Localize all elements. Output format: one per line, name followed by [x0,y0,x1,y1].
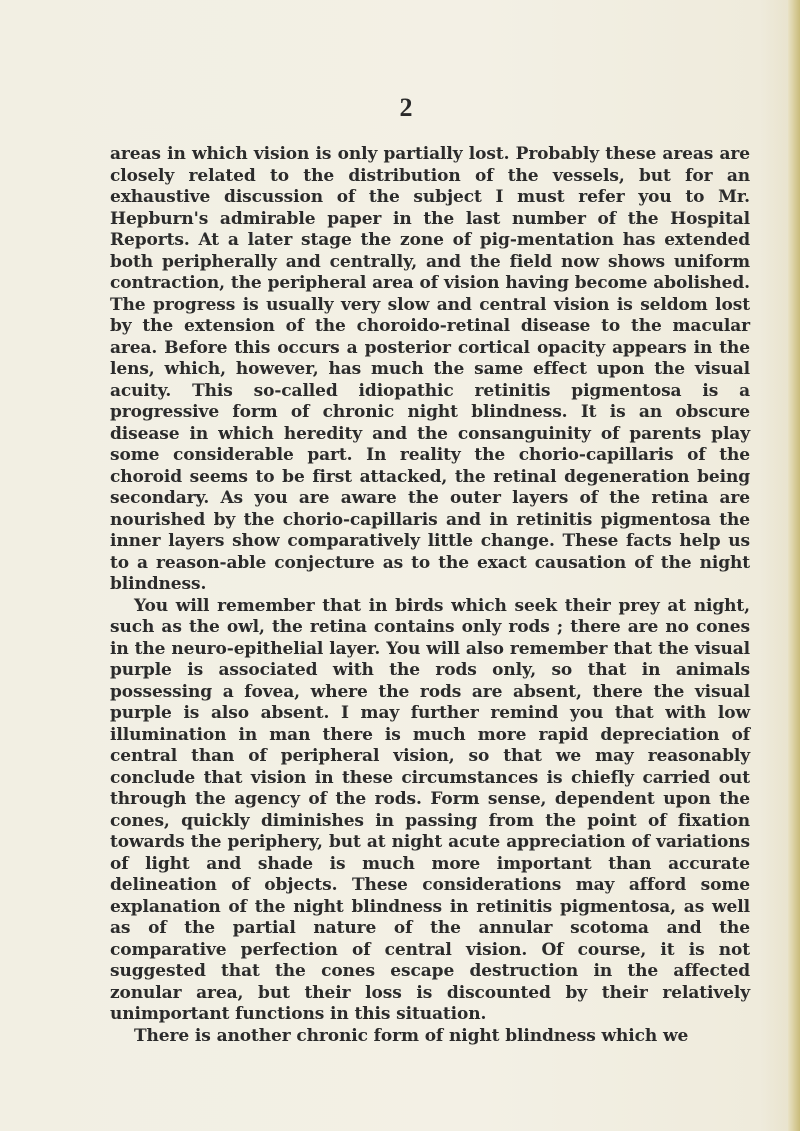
page-number: 2 [399,93,413,122]
body-text [110,144,750,1047]
page-edge [788,0,800,1131]
paragraph: You will remember that in birds which seek their prey at night, such as the owl, the retina contains only rods ; there are no cones in the neuro-epithelial layer. You will also remember that the visual purple is associated with the rods only, so that in animals possessing a fovea, where the rods are absent, there the visual purple is also absent. I may further remind you that with low illumination in man there is much more rapid depreciation of central than of peripheral vision, so that we may reasonably conclude that vision in these circumstances is chiefly carried out through the agency of the rods. Form sense, dependent upon the cones, quickly diminishes in passing from the point of fixation towards the periphery, but at night acute appreciation of variations of light and shade is much more important than accurate delineation of objects. These considerations may afford some explanation of the night blindness in retinitis pigmentosa, as well as of the partial nature of the annular scotoma and the comparative perfection of central vision. Of course, it is not suggested that the cones escape destruction in the affected zonular area, but their loss is discounted by their relatively unimportant functions in this situation. [110,595,750,1024]
paragraph: There is another chronic form of night blindness which we [134,1025,689,1046]
paragraph: areas in which vision is only partially lost. Probably these areas are closely related to the distribution of the vessels, but for an exhaustive discussion of the subject I must refer you to Mr. Hepburn's admirable paper in the last number of the Hospital Reports. At a later stage the zone of pig-mentation has extended both peripherally and centrally, and the field now shows uniform contraction, the peripheral area of vision having become abolished. The progress is usually very slow and central vision is seldom lost by the extension of the choroido-retinal disease to the macular area. Before this occurs a posterior cortical opacity appears in the lens, which, however, has much the same effect upon the visual acuity. This so-called idiopathic retinitis pigmentosa is a progressive form of chronic night blindness. It is an obscure disease in which heredity and the consanguinity of parents play some considerable part. In reality the chorio-capillaris of the choroid seems to be first attacked, the retinal degeneration being secondary. As you are aware the outer layers of the retina are nourished by the chorio-capillaris and in retinitis pigmentosa the inner layers show comparatively little change. These facts help us to a reason-able conjecture as to the exact causation of the night blindness. [110,144,750,594]
